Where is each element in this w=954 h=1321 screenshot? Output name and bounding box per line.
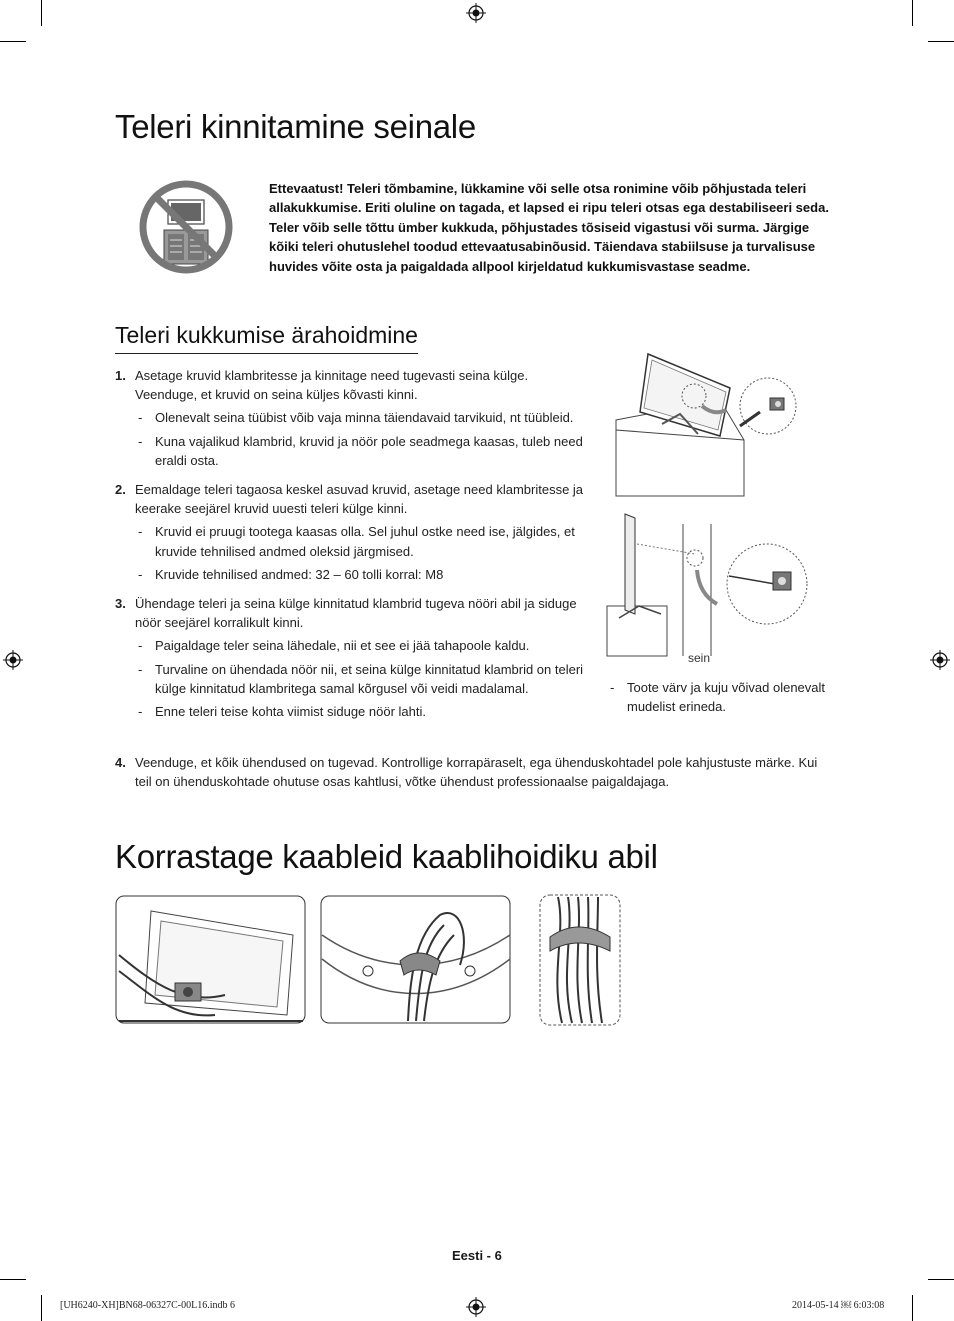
registration-mark-icon bbox=[3, 650, 23, 670]
note-text: Toote värv ja kuju võivad olenevalt mudelist erineda. bbox=[627, 680, 826, 715]
section-subtitle: Teleri kukkumise ärahoidmine bbox=[115, 322, 418, 354]
note: - Toote värv ja kuju võivad olenevalt mudelist erineda. bbox=[610, 680, 826, 715]
step-text: Veenduge, et kõik ühendused on tugevad. Kontrollige korrapäraselt, ega ühenduskohtadel pole kahjustuste märke. Kui teil on ühenduskohtade ohutuse osas kahtlusi, võtke ühendust professionaalse paigaldajaga. bbox=[135, 755, 818, 790]
crop-mark bbox=[912, 0, 913, 26]
print-slug-right: 2014-05-14 ￼ 6:03:08 bbox=[792, 1300, 885, 1311]
step-number: 1. bbox=[115, 368, 126, 383]
step-number: 4. bbox=[115, 755, 126, 770]
sub-item: - Kruvide tehnilised andmed: 32 – 60 tolli korral: M8 bbox=[138, 566, 444, 582]
crop-mark bbox=[928, 41, 954, 42]
crop-mark bbox=[912, 1295, 913, 1321]
print-slug-left: [UH6240-XH]BN68-06327C-00L16.indb 6 bbox=[60, 1300, 235, 1311]
crop-mark bbox=[41, 1295, 42, 1321]
cable-holder-back-illustration bbox=[115, 895, 307, 1025]
sub-item: - Olenevalt seina tüübist võib vaja minna täiendavaid tarvikuid, nt tüübleid. bbox=[138, 410, 574, 426]
registration-mark-icon bbox=[466, 1297, 486, 1317]
list-item bbox=[115, 753, 835, 791]
registration-mark-icon bbox=[466, 3, 486, 23]
sub-item: - Paigaldage teler seina lähedale, nii et see ei jää tahapoole kaldu. bbox=[138, 638, 530, 654]
tv-wall-illustration bbox=[605, 510, 810, 658]
sub-item: - Turvaline on ühendada nöör nii, et seina külge kinnitatud klambrid on teleri külge kinnitatud klambritega samal kõrgusel või veidi madalamal. bbox=[138, 661, 584, 696]
section-title: Korrastage kaableid kaablihoidiku abil bbox=[115, 838, 658, 875]
crop-mark bbox=[41, 0, 42, 26]
no-climbing-warning-icon bbox=[138, 180, 234, 274]
warning-text: Ettevaatust! Teleri tõmbamine, lükkamine või selle otsa ronimine võib põhjustada teleri allakukkumise. Eriti oluline on tagada, et lapsed ei ripu teleri otsas ega destabiliseeri seda. Teler võib selle tõttu ümber kukkuda, põhjustades tõsiseid vigastusi või surma. Järgige kõiki teleri ohutuslehel toodud ettevaatusabinõusid. Täiendava stabiilsuse ja turvalisuse huvides võite osta ja paigaldada allpool kirjeldatud kukkumisvastase seadme. bbox=[269, 181, 829, 274]
steps-list bbox=[115, 366, 590, 721]
registration-mark-icon bbox=[930, 650, 950, 670]
sub-text: Kruvide tehnilised andmed: 32 – 60 tolli korral: M8 bbox=[155, 566, 444, 582]
sub-text: Olenevalt seina tüübist võib vaja minna täiendavaid tarvikuid, nt tüübleid. bbox=[155, 410, 574, 426]
sub-item: - Kuna vajalikud klambrid, kruvid ja nöör pole seadmega kaasas, tuleb need eraldi osta. bbox=[138, 433, 583, 468]
cable-bundle-illustration bbox=[538, 893, 622, 1027]
list-item bbox=[115, 594, 590, 632]
step-number: 2. bbox=[115, 482, 126, 498]
sub-text: Kuna vajalikud klambrid, kruvid ja nöör pole seadmega kaasas, tuleb need eraldi osta. bbox=[155, 433, 583, 468]
sub-text: Paigaldage teler seina lähedale, nii et see ei jää tahapoole kaldu. bbox=[155, 638, 530, 654]
sub-text: Kruvid ei pruugi tootega kaasas olla. Sel juhul ostke need ise, jälgides, et kruvide tehnilised andmed oleksid järgmised. bbox=[155, 524, 575, 559]
page-title: Teleri kinnitamine seinale bbox=[115, 108, 476, 145]
sub-item: - Enne teleri teise kohta viimist siduge nöör lahti. bbox=[138, 704, 426, 720]
page-number: Eesti - 6 bbox=[452, 1248, 502, 1263]
crop-mark bbox=[0, 1279, 26, 1280]
sub-text: Turvaline on ühendada nöör nii, et seina külge kinnitatud klambrid on teleri külge kinnitatud klambritega samal kõrgusel või veidi madalamal. bbox=[155, 661, 584, 696]
list-item bbox=[115, 366, 590, 404]
tv-stand-bracket-illustration bbox=[610, 350, 810, 500]
wall-label: sein bbox=[688, 651, 711, 665]
list-item bbox=[115, 480, 590, 518]
step-text: Eemaldage teleri tagaosa keskel asuvad kruvid, asetage need klambritesse ja keerake seejärel kruvid uuesti teleri külge kinni. bbox=[135, 482, 584, 517]
crop-mark bbox=[928, 1279, 954, 1280]
sub-text: Enne teleri teise kohta viimist siduge nöör lahti. bbox=[155, 704, 426, 720]
step-text: Asetage kruvid klambritesse ja kinnitage need tugevasti seina külge. Veenduge, et kruvid on seina küljes kõvasti kinni. bbox=[135, 368, 529, 403]
cable-holder-clip-illustration bbox=[320, 895, 512, 1025]
step-text: Ühendage teleri ja seina külge kinnitatud klambrid tugeva nööri abil ja siduge nöör seejärel korralikult kinni. bbox=[135, 596, 577, 631]
crop-mark bbox=[0, 41, 26, 42]
step-number: 3. bbox=[115, 596, 126, 612]
sub-item: - Kruvid ei pruugi tootega kaasas olla. Sel juhul ostke need ise, jälgides, et kruvide tehnilised andmed oleksid järgmised. bbox=[138, 524, 575, 559]
